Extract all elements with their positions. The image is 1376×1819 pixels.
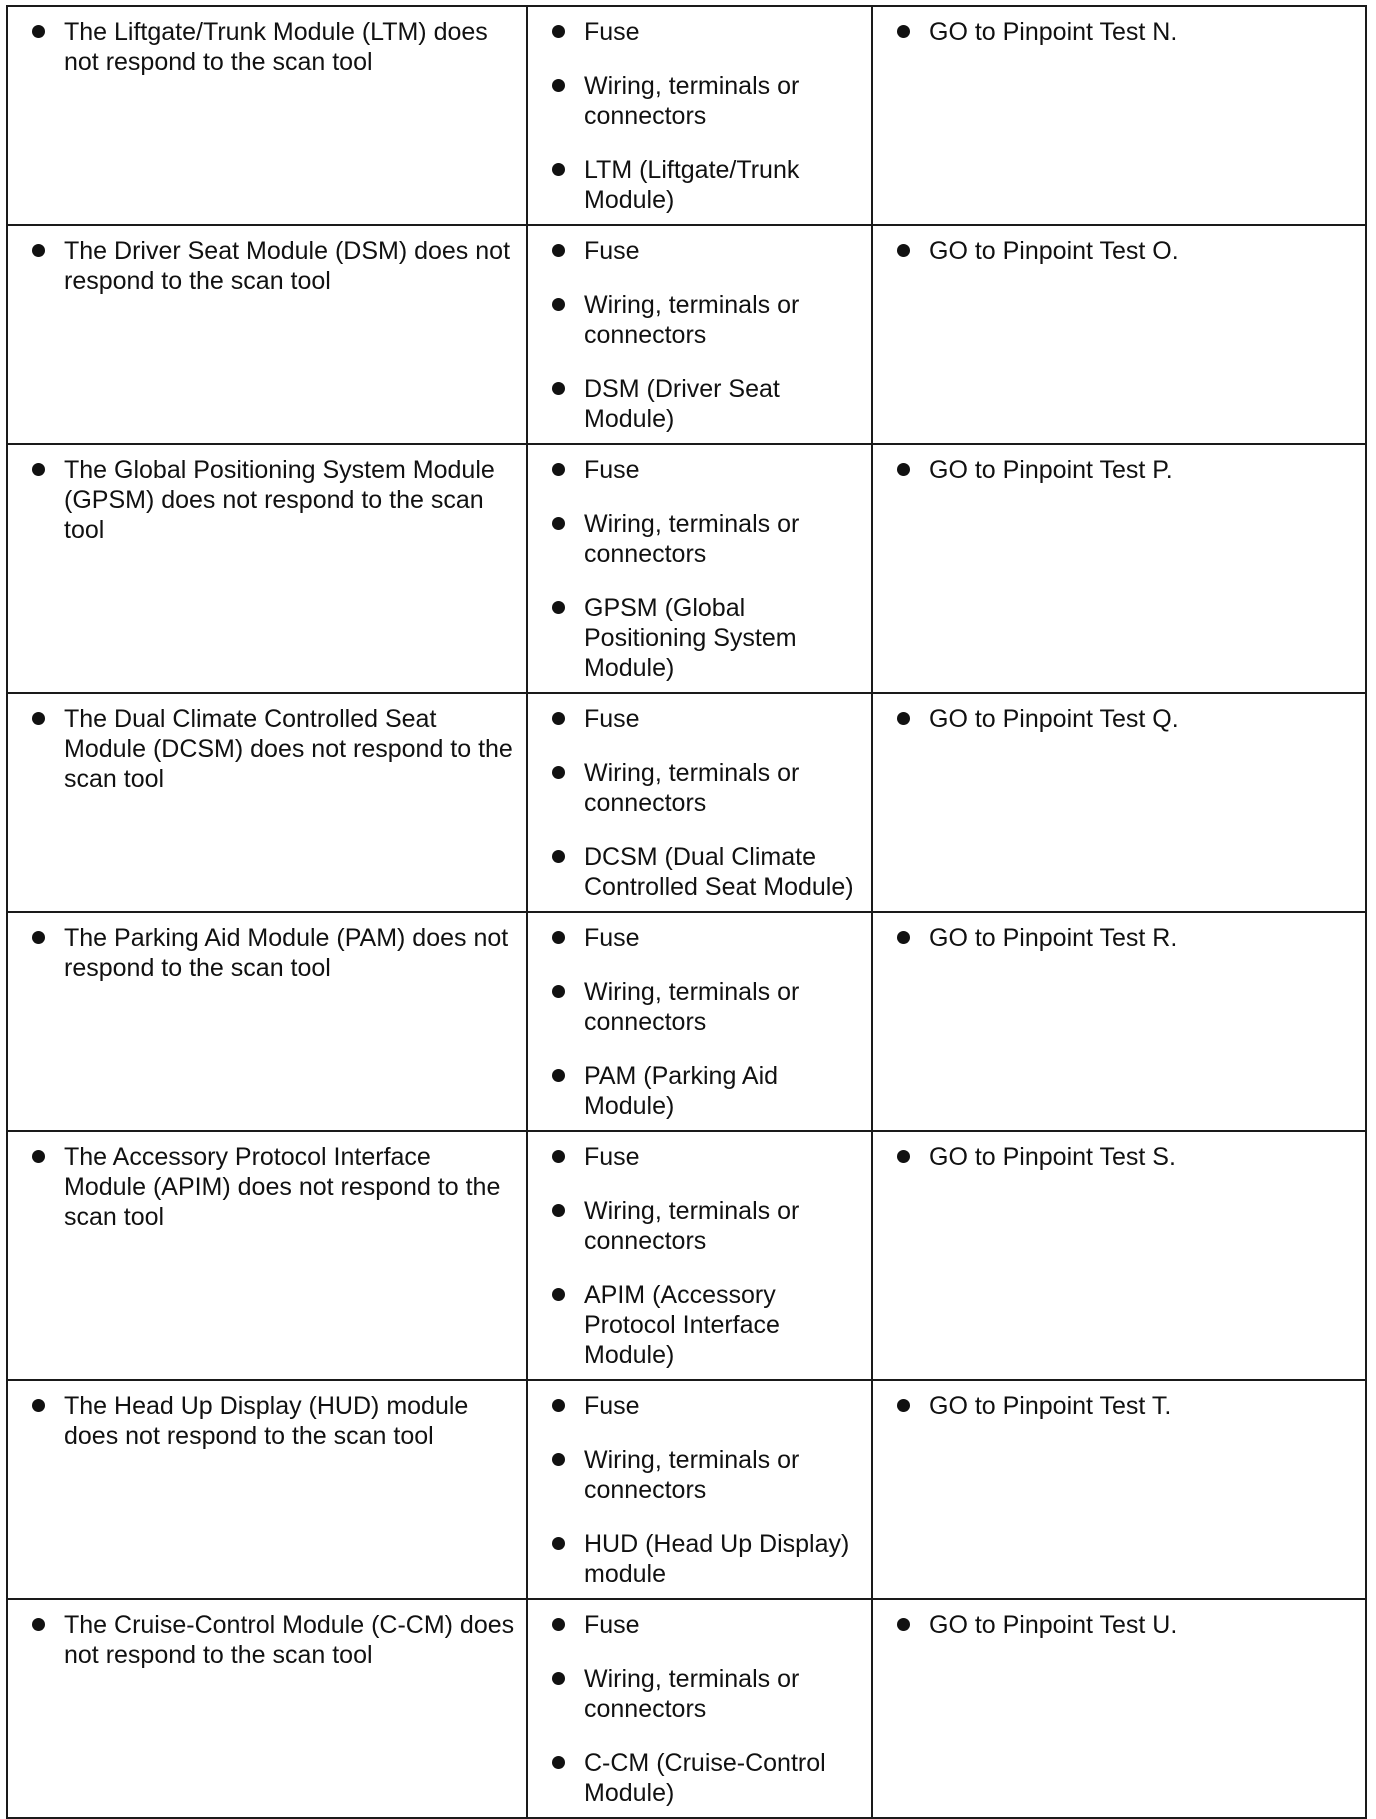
possible-causes-cell [527,1599,872,1818]
action-cell [872,1599,1366,1818]
action-text: GO to Pinpoint Test O. [929,237,1179,265]
list-item [897,17,1357,47]
symptom-text: The Head Up Display (HUD) module does not respond to the scan tool [64,1392,469,1450]
possible-causes-cell [527,693,872,912]
bullet-icon [552,1537,565,1550]
bullet-icon [32,1618,45,1631]
bullet-icon [552,163,565,176]
cause-text: Wiring, terminals or connectors [584,978,800,1036]
bullet-icon [897,1618,910,1631]
bullet-icon [552,985,565,998]
action-cell [872,1380,1366,1599]
list-item [552,977,863,1037]
bullet-icon [552,766,565,779]
action-text: GO to Pinpoint Test R. [929,924,1178,952]
table-row [7,1380,1366,1599]
action-cell [872,6,1366,225]
bullet-icon [552,1204,565,1217]
bullet-icon [552,850,565,863]
bullet-icon [32,712,45,725]
cause-text: Fuse [584,456,640,484]
bullet-icon [552,1672,565,1685]
list-item [32,455,518,545]
bullet-icon [552,601,565,614]
cause-text: PAM (Parking Aid Module) [584,1062,779,1120]
list-item [32,923,518,983]
action-text: GO to Pinpoint Test T. [929,1392,1172,1420]
action-text: GO to Pinpoint Test U. [929,1611,1178,1639]
possible-causes-cell [527,1380,872,1599]
bullet-icon [897,712,910,725]
symptom-text: The Driver Seat Module (DSM) does not respond to the scan tool [64,237,511,295]
list-item [32,1391,518,1451]
list-item [552,1061,863,1121]
cause-text: DCSM (Dual Climate Controlled Seat Module) [584,843,854,901]
action-cell [872,693,1366,912]
bullet-icon [897,931,910,944]
list-item [897,455,1357,485]
list-item [552,1196,863,1256]
list-item [897,236,1357,266]
bullet-icon [552,1453,565,1466]
cause-text: Fuse [584,1143,640,1171]
symptom-cell [7,225,527,444]
list-item [897,1610,1357,1640]
cause-text: DSM (Driver Seat Module) [584,375,780,433]
bullet-icon [552,463,565,476]
symptom-cell [7,1380,527,1599]
cause-text: Wiring, terminals or connectors [584,72,800,130]
table-row [7,1131,1366,1380]
bullet-icon [552,25,565,38]
list-item [552,1610,863,1640]
action-cell [872,912,1366,1131]
cause-text: Fuse [584,237,640,265]
table-row [7,6,1366,225]
cause-text: C-CM (Cruise-Control Module) [584,1749,826,1807]
cause-text: Fuse [584,1611,640,1639]
bullet-icon [552,1399,565,1412]
cause-text: Wiring, terminals or connectors [584,510,800,568]
cause-text: Wiring, terminals or connectors [584,759,800,817]
list-item [552,1280,863,1370]
table-row [7,444,1366,693]
bullet-icon [897,1150,910,1163]
list-item [552,758,863,818]
bullet-icon [897,244,910,257]
bullet-icon [32,244,45,257]
bullet-icon [552,1756,565,1769]
bullet-icon [552,382,565,395]
cause-text: LTM (Liftgate/Trunk Module) [584,156,800,214]
cause-text: HUD (Head Up Display) module [584,1530,850,1588]
symptom-cell [7,1131,527,1380]
symptom-text: The Parking Aid Module (PAM) does not respond to the scan tool [64,924,509,982]
symptom-text: The Liftgate/Trunk Module (LTM) does not respond to the scan tool [64,18,488,76]
list-item [552,155,863,215]
possible-causes-cell [527,444,872,693]
list-item [32,704,518,794]
cause-text: Wiring, terminals or connectors [584,1665,800,1723]
list-item [552,1748,863,1808]
list-item [552,374,863,434]
cause-text: Wiring, terminals or connectors [584,291,800,349]
cause-text: GPSM (Global Positioning System Module) [584,594,797,682]
table-row [7,1599,1366,1818]
action-text: GO to Pinpoint Test P. [929,456,1173,484]
cause-text: Fuse [584,18,640,46]
cause-text: Wiring, terminals or connectors [584,1197,800,1255]
bullet-icon [552,1069,565,1082]
bullet-icon [552,79,565,92]
list-item [32,17,518,77]
action-text: GO to Pinpoint Test S. [929,1143,1176,1171]
bullet-icon [552,712,565,725]
bullet-icon [552,931,565,944]
symptom-cell [7,1599,527,1818]
symptom-cell [7,912,527,1131]
list-item [552,290,863,350]
cause-text: Fuse [584,924,640,952]
list-item [897,1391,1357,1421]
cause-text: APIM (Accessory Protocol Interface Module) [584,1281,780,1369]
bullet-icon [552,1618,565,1631]
list-item [897,1142,1357,1172]
bullet-icon [897,1399,910,1412]
possible-causes-cell [527,1131,872,1380]
action-text: GO to Pinpoint Test N. [929,18,1178,46]
list-item [552,236,863,266]
bullet-icon [552,1288,565,1301]
list-item [552,1445,863,1505]
list-item [552,1664,863,1724]
list-item [552,17,863,47]
cause-text: Wiring, terminals or connectors [584,1446,800,1504]
list-item [552,509,863,569]
list-item [897,704,1357,734]
bullet-icon [897,463,910,476]
action-text: GO to Pinpoint Test Q. [929,705,1179,733]
symptom-cell [7,693,527,912]
bullet-icon [897,25,910,38]
bullet-icon [32,931,45,944]
bullet-icon [552,244,565,257]
table-row [7,912,1366,1131]
table-row [7,693,1366,912]
list-item [552,1142,863,1172]
list-item [552,71,863,131]
symptom-cell [7,444,527,693]
list-item [552,842,863,902]
symptom-text: The Dual Climate Controlled Seat Module (DCSM) does not respond to the scan tool [64,705,513,793]
symptom-chart-table [6,5,1367,1819]
bullet-icon [552,1150,565,1163]
action-cell [872,225,1366,444]
list-item [32,236,518,296]
possible-causes-cell [527,912,872,1131]
possible-causes-cell [527,6,872,225]
cause-text: Fuse [584,1392,640,1420]
bullet-icon [32,1150,45,1163]
list-item [32,1610,518,1670]
list-item [552,1529,863,1589]
table-row [7,225,1366,444]
bullet-icon [32,1399,45,1412]
action-cell [872,444,1366,693]
possible-causes-cell [527,225,872,444]
symptom-cell [7,6,527,225]
symptom-text: The Global Positioning System Module (GPSM) does not respond to the scan tool [64,456,495,544]
list-item [32,1142,518,1232]
symptom-text: The Cruise-Control Module (C-CM) does not respond to the scan tool [64,1611,515,1669]
bullet-icon [552,298,565,311]
symptom-text: The Accessory Protocol Interface Module (APIM) does not respond to the scan tool [64,1143,501,1231]
symptom-chart-body [7,6,1366,1818]
bullet-icon [552,517,565,530]
list-item [552,455,863,485]
action-cell [872,1131,1366,1380]
bullet-icon [32,25,45,38]
list-item [552,593,863,683]
bullet-icon [32,463,45,476]
list-item [552,923,863,953]
list-item [552,1391,863,1421]
cause-text: Fuse [584,705,640,733]
list-item [897,923,1357,953]
list-item [552,704,863,734]
